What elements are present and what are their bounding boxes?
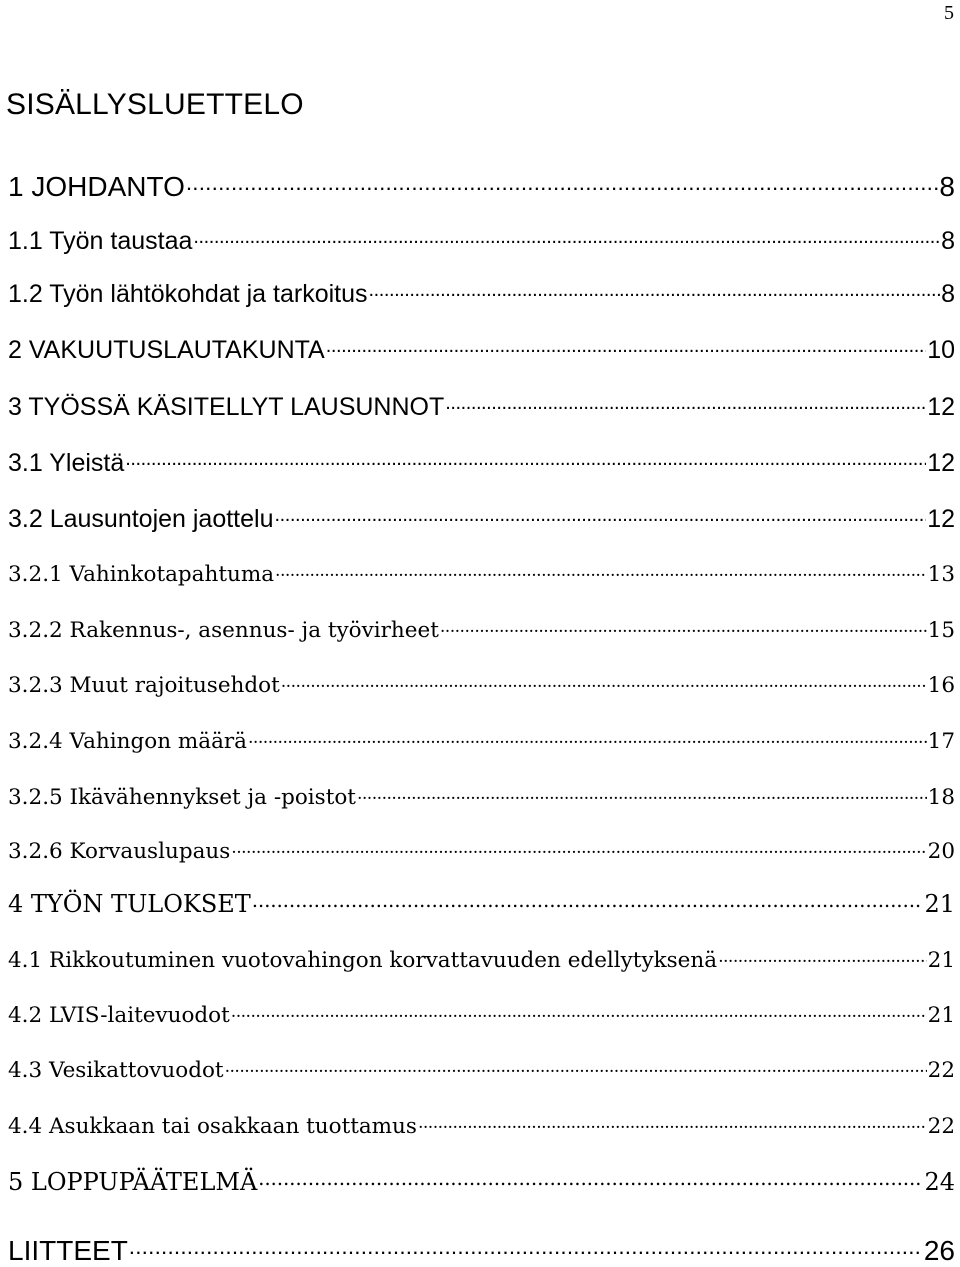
toc-entry-page: 21 (924, 890, 955, 918)
toc-entry-page: 12 (927, 449, 955, 477)
toc-entry-label: 1.1 Työn taustaa (8, 227, 193, 255)
toc-entry-page: 22 (927, 1113, 955, 1139)
toc-dot-leader (275, 502, 927, 527)
page-number: 5 (944, 2, 954, 24)
toc-entry-label: 3.1 Yleistä (8, 449, 125, 477)
toc-entry-page: 26 (923, 1235, 955, 1266)
toc-dot-leader (252, 888, 924, 912)
toc-dot-leader (369, 277, 941, 302)
toc-entry-label: LIITTEET (8, 1235, 128, 1266)
toc-entry-page: 21 (927, 1002, 955, 1028)
toc-entry-page: 22 (927, 1057, 955, 1083)
toc-entry-3-2-4[interactable] (6, 726, 955, 758)
toc-entry-page: 12 (927, 393, 955, 421)
toc-entry-3[interactable] (6, 390, 955, 422)
toc-entry-label: 5 LOPPUPÄÄTELMÄ (8, 1168, 258, 1196)
toc-entry-3-2-1[interactable] (6, 559, 955, 591)
toc-entry-4-1[interactable] (6, 945, 955, 977)
toc-entry-1-1[interactable] (6, 224, 955, 256)
toc-entry-page: 16 (927, 672, 955, 698)
toc-dot-leader (326, 333, 926, 358)
toc-entry-5[interactable] (6, 1166, 955, 1198)
toc-dot-leader (281, 670, 927, 692)
toc-entry-3-2-3[interactable] (6, 670, 955, 702)
toc-entry-label: 4.1 Rikkoutuminen vuotovahingon korvattavuuden edellytyksenä (8, 947, 718, 973)
toc-dot-leader (258, 1166, 923, 1190)
toc-entry-3-2[interactable] (6, 502, 955, 534)
toc-dot-leader (225, 1055, 927, 1077)
toc-entry-page: 21 (927, 947, 955, 973)
toc-entry-label: 4.4 Asukkaan tai osakkaan tuottamus (8, 1113, 417, 1139)
toc-entry-page: 12 (927, 505, 955, 533)
toc-entry-4-2[interactable] (6, 1000, 955, 1032)
toc-dot-leader (718, 945, 927, 967)
toc-dot-leader (440, 615, 927, 637)
toc-dot-leader (193, 224, 940, 249)
toc-dot-leader (231, 1000, 927, 1022)
toc-dot-leader (248, 726, 927, 748)
toc-entry-label: 3.2.6 Korvauslupaus (8, 838, 231, 864)
toc-entry-label: 2 VAKUUTUSLAUTAKUNTA (8, 336, 325, 364)
toc-dot-leader (418, 1111, 927, 1133)
toc-entry-page: 8 (939, 171, 955, 202)
toc-entry-1-johdanto[interactable] (6, 168, 955, 200)
toc-entry-3-1[interactable] (6, 446, 955, 478)
toc-entry-3-2-6[interactable] (6, 836, 955, 868)
toc-title: SISÄLLYSLUETTELO (6, 88, 304, 121)
toc-entry-page: 17 (927, 728, 955, 754)
toc-entry-page: 20 (927, 838, 955, 864)
toc-entry-label: 3 TYÖSSÄ KÄSITELLYT LAUSUNNOT (8, 393, 445, 421)
toc-entry-label: 3.2.3 Muut rajoitusehdot (8, 672, 280, 698)
toc-dot-leader (129, 1232, 923, 1260)
toc-entry-4-4[interactable] (6, 1111, 955, 1143)
toc-entry-page: 13 (927, 561, 955, 587)
toc-entry-page: 18 (927, 784, 955, 810)
toc-entry-label: 4.3 Vesikattovuodot (8, 1057, 224, 1083)
toc-dot-leader (275, 559, 927, 581)
toc-entry-label: 3.2.5 Ikävähennykset ja -poistot (8, 784, 356, 810)
toc-entry-4-3[interactable] (6, 1055, 955, 1087)
toc-entry-label: 1 JOHDANTO (8, 171, 185, 202)
toc-entry-4[interactable] (6, 888, 955, 920)
toc-entry-1-2[interactable] (6, 277, 955, 309)
toc-entry-page: 10 (927, 336, 955, 364)
toc-entry-label: 3.2.1 Vahinkotapahtuma (8, 561, 275, 587)
toc-entry-label: 3.2.2 Rakennus-, asennus- ja työvirheet (8, 617, 439, 643)
toc-entry-label: 4 TYÖN TULOKSET (8, 890, 251, 918)
toc-dot-leader (231, 836, 926, 858)
toc-entry-page: 15 (927, 617, 955, 643)
toc-dot-leader (357, 782, 927, 804)
toc-entry-label: 3.2 Lausuntojen jaottelu (8, 505, 274, 533)
toc-entry-label: 3.2.4 Vahingon määrä (8, 728, 247, 754)
toc-entry-2[interactable] (6, 333, 955, 365)
toc-entry-label: 4.2 LVIS-laitevuodot (8, 1002, 230, 1028)
toc-entry-page: 24 (924, 1168, 955, 1196)
toc-dot-leader (125, 446, 926, 471)
toc-entry-page: 8 (941, 227, 955, 255)
toc-entry-label: 1.2 Työn lähtökohdat ja tarkoitus (8, 280, 368, 308)
toc-dot-leader (186, 168, 939, 196)
toc-entry-3-2-2[interactable] (6, 615, 955, 647)
toc-entry-3-2-5[interactable] (6, 782, 955, 814)
toc-entry-page: 8 (941, 280, 955, 308)
toc-entry-liitteet[interactable] (6, 1232, 955, 1264)
toc-dot-leader (445, 390, 926, 415)
